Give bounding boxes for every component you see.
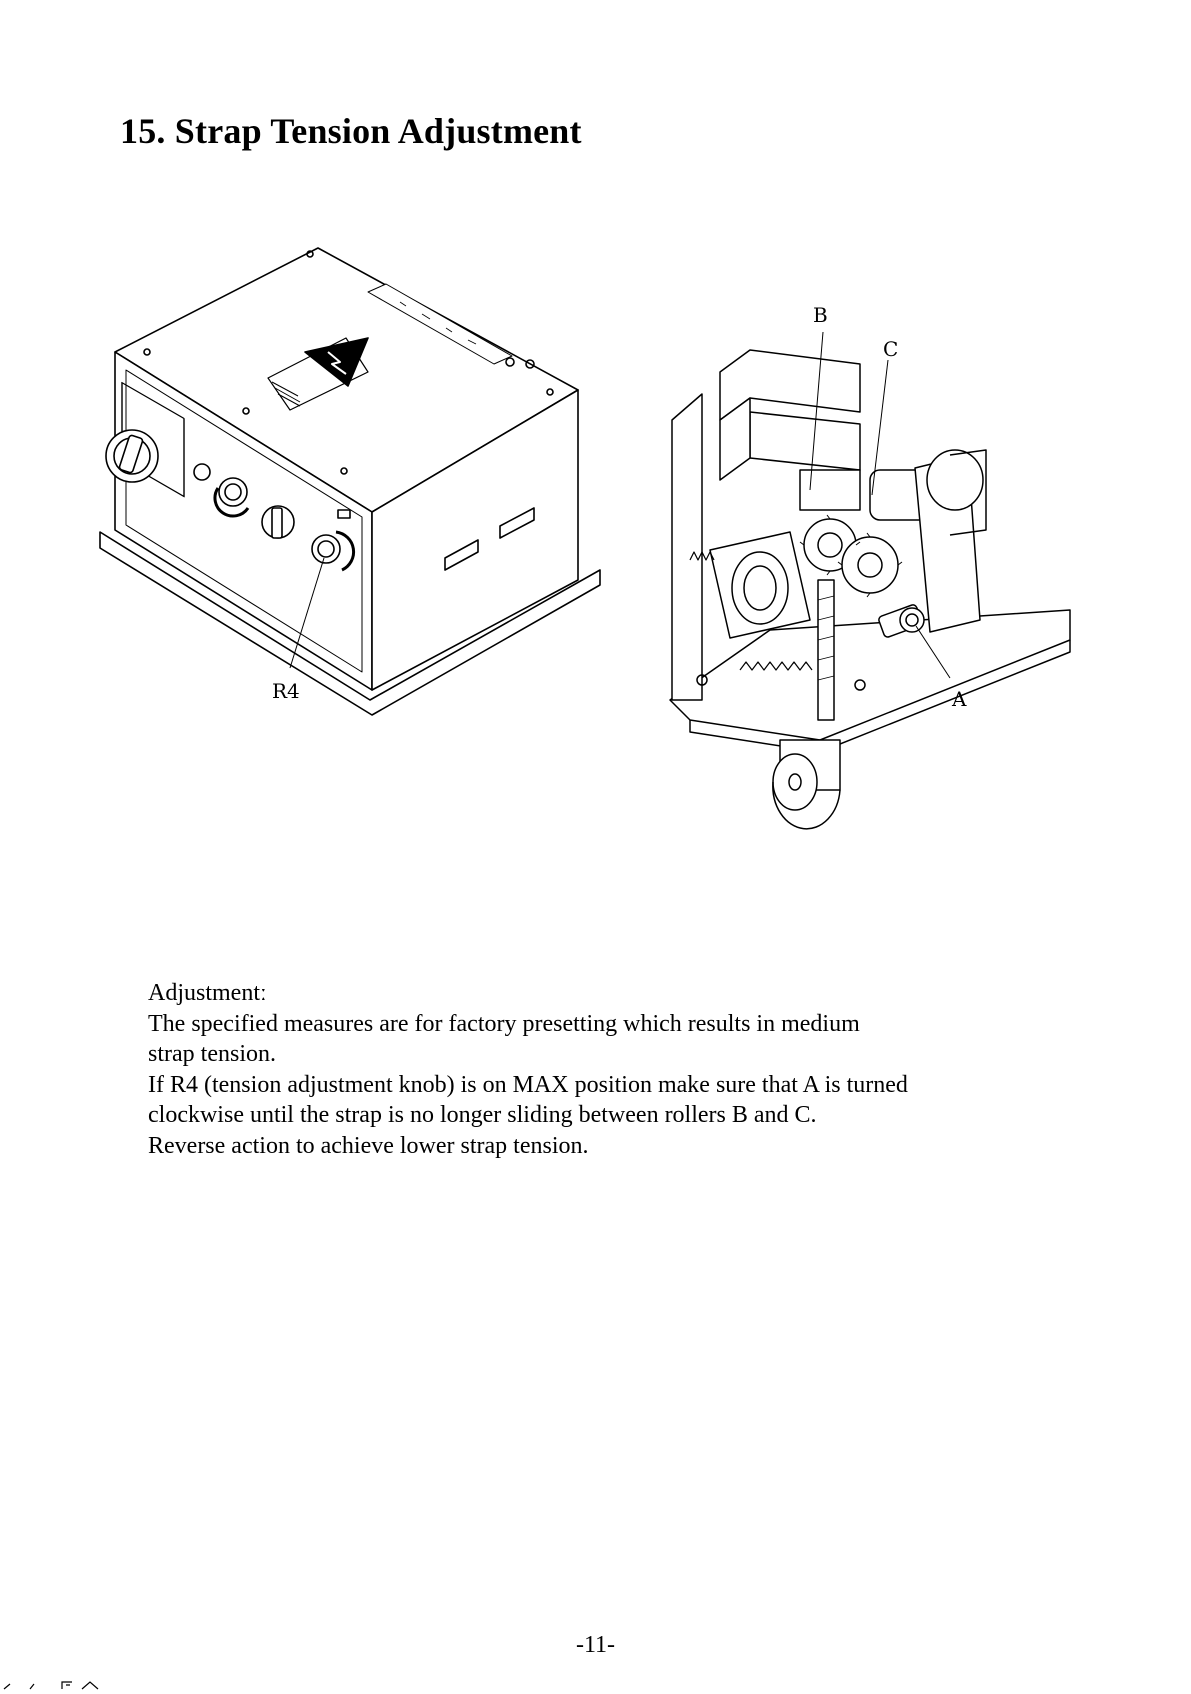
- instruction-line: clockwise until the strap is no longer sliding between rollers B and C.: [148, 1102, 817, 1128]
- control-box-illustration: [100, 240, 620, 760]
- callout-r4: R4: [272, 679, 300, 703]
- instruction-line: The specified measures are for factory presetting which results in medium: [148, 1010, 860, 1037]
- callout-c: C: [883, 337, 899, 361]
- scan-artifact: [0, 1676, 140, 1685]
- section-title: 15. Strap Tension Adjustment: [120, 111, 582, 151]
- adjustment-instructions: [148, 978, 1048, 1161]
- page-number: -11-: [575, 1632, 616, 1658]
- instruction-line: Reverse action to achieve lower strap tension.: [148, 1132, 589, 1159]
- callout-b: B: [813, 303, 828, 327]
- instruction-line: If R4 (tension adjustment knob) is on MAX position make sure that A is turned: [148, 1071, 908, 1098]
- strap-head-illustration: [650, 303, 1070, 880]
- callout-a: A: [952, 687, 967, 711]
- adjustment-heading: Adjustmentː: [148, 980, 267, 1006]
- instruction-line: strap tension.: [148, 1041, 276, 1067]
